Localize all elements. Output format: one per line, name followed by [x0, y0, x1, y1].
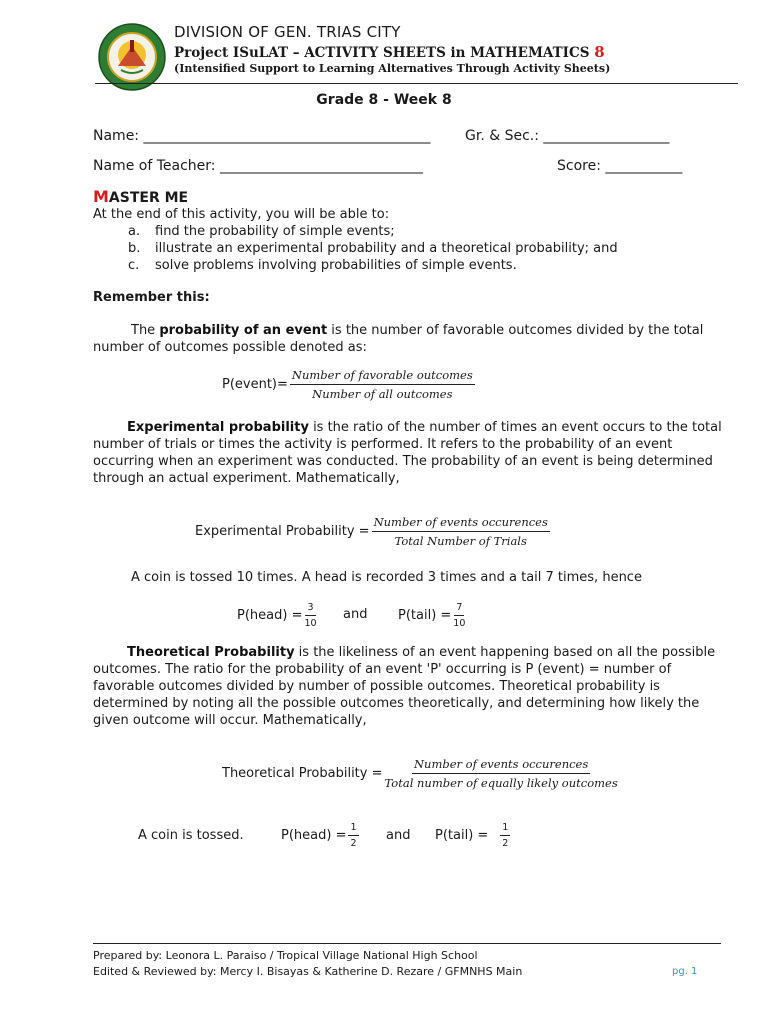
tail-numerator: 1: [500, 822, 510, 836]
item-text: solve problems involving probabilities of simple events.: [155, 258, 517, 273]
section-label: Gr. & Sec.:: [465, 128, 539, 144]
theoretical-example: A coin is tossed.: [138, 828, 244, 843]
list-item: [128, 223, 618, 240]
formula-label: P(event)=: [222, 377, 288, 392]
head-numerator: 3: [305, 602, 315, 616]
footer-edited: Edited & Reviewed by: Mercy I. Bisayas & Katherine D. Rezare / GFMNHS Main: [93, 965, 523, 978]
experimental-tail-formula: [398, 602, 465, 629]
name-label: Name:: [93, 128, 140, 144]
theoretical-paragraph: [93, 644, 733, 729]
theoretical-text: is the likeliness of an event happening based on all the possible outcomes. The ratio for the probability of an event 'P' occurring is P (event) = number of favorable outcomes divided by number of possible outcomes. Theoretical probability is determined by noting all the possible outcomes theoretically, and determining how likely the given outcome will occur. Mathematically,: [93, 645, 716, 728]
name-blank[interactable]: _________________________________________: [143, 128, 431, 144]
experimental-paragraph: [93, 419, 733, 487]
formula-numerator: Number of events occurences: [412, 757, 590, 774]
item-text: illustrate an experimental probability and a theoretical probability; and: [155, 241, 618, 256]
division-seal-logo: [97, 22, 167, 92]
tail-label: P(tail) =: [435, 828, 489, 843]
teacher-label: Name of Teacher:: [93, 158, 216, 174]
master-rest: ASTER ME: [108, 190, 189, 206]
head-fraction: [304, 602, 316, 629]
prob-event-term: probability of an event: [159, 323, 328, 338]
experimental-formula: [195, 515, 550, 548]
tail-fraction: [453, 602, 465, 629]
and-text: and: [386, 828, 411, 843]
teacher-field[interactable]: [93, 158, 423, 174]
remember-heading: Remember this:: [93, 290, 210, 305]
project-subtitle: (Intensified Support to Learning Alternatives Through Activity Sheets): [174, 62, 611, 75]
tail-numerator: 7: [454, 602, 464, 616]
project-title: [174, 43, 605, 61]
theoretical-tail-formula: [435, 822, 510, 849]
footer-divider: [93, 943, 721, 944]
item-text: find the probability of simple events;: [155, 224, 395, 239]
teacher-blank[interactable]: _____________________________: [219, 158, 423, 174]
head-label: P(head) =: [237, 608, 303, 623]
header-divider: [95, 83, 738, 84]
tail-label: P(tail) =: [398, 608, 452, 623]
prob-event-text: is the number of favorable outcomes divided by the total number of outcomes possible denoted as:: [93, 323, 704, 355]
section-heading-master-me: [93, 187, 188, 206]
project-title-text: Project ISuLAT – ACTIVITY SHEETS in MATHEMATICS: [174, 45, 595, 61]
prob-event-paragraph: [93, 322, 733, 356]
theoretical-formula: [222, 757, 618, 790]
division-title: DIVISION OF GEN. TRIAS CITY: [174, 23, 401, 41]
formula-label: Theoretical Probability =: [222, 766, 383, 781]
section-blank[interactable]: __________________: [543, 128, 670, 144]
and-text: and: [343, 607, 368, 622]
experimental-example: A coin is tossed 10 times. A head is recorded 3 times and a tail 7 times, hence: [131, 570, 642, 585]
master-first-letter: M: [93, 187, 109, 206]
experimental-term: Experimental probability: [127, 420, 309, 435]
formula-denominator: Total number of equally likely outcomes: [384, 776, 618, 790]
formula-fraction: [385, 757, 618, 790]
formula-numerator: Number of events occurences: [372, 515, 550, 532]
head-denominator: 2: [350, 838, 357, 849]
head-fraction: [348, 822, 358, 849]
objectives-intro: At the end of this activity, you will be able to:: [93, 207, 390, 222]
formula-fraction: [372, 515, 550, 548]
grade-week-title: Grade 8 - Week 8: [316, 92, 452, 108]
head-numerator: 1: [348, 822, 358, 836]
formula-label: Experimental Probability =: [195, 524, 370, 539]
item-letter: a.: [128, 224, 141, 239]
experimental-head-formula: [237, 602, 317, 629]
tail-denominator: 10: [453, 618, 466, 629]
formula-numerator: Number of favorable outcomes: [290, 368, 475, 385]
page-number: pg. 1: [672, 966, 698, 977]
score-blank[interactable]: ___________: [605, 158, 683, 174]
formula-fraction: [290, 368, 475, 401]
score-field[interactable]: [557, 158, 682, 174]
tail-denominator: 2: [502, 838, 509, 849]
name-field[interactable]: [93, 128, 430, 144]
experimental-text: is the ratio of the number of times an event occurs to the total number of trials or times the activity is performed. It refers to the probability of an event occurring when an experiment was conducted. The probability of an event is being determined through an actual experiment. Mathematically,: [93, 420, 722, 486]
prob-event-formula: [222, 368, 475, 401]
project-grade: 8: [594, 43, 605, 61]
tail-fraction: [500, 822, 510, 849]
theoretical-term: Theoretical Probability: [127, 645, 295, 660]
head-denominator: 10: [304, 618, 317, 629]
item-letter: b.: [128, 241, 141, 256]
formula-denominator: Number of all outcomes: [312, 387, 453, 401]
head-label: P(head) =: [281, 828, 347, 843]
formula-denominator: Total Number of Trials: [394, 534, 527, 548]
item-letter: c.: [128, 258, 140, 273]
list-item: [128, 240, 618, 257]
section-field[interactable]: [465, 128, 669, 144]
list-item: [128, 257, 618, 274]
prob-event-lead: The: [131, 323, 160, 338]
score-label: Score:: [557, 158, 601, 174]
theoretical-head-formula: [281, 822, 359, 849]
objectives-list: [128, 223, 618, 274]
footer-prepared: Prepared by: Leonora L. Paraiso / Tropical Village National High School: [93, 949, 478, 962]
